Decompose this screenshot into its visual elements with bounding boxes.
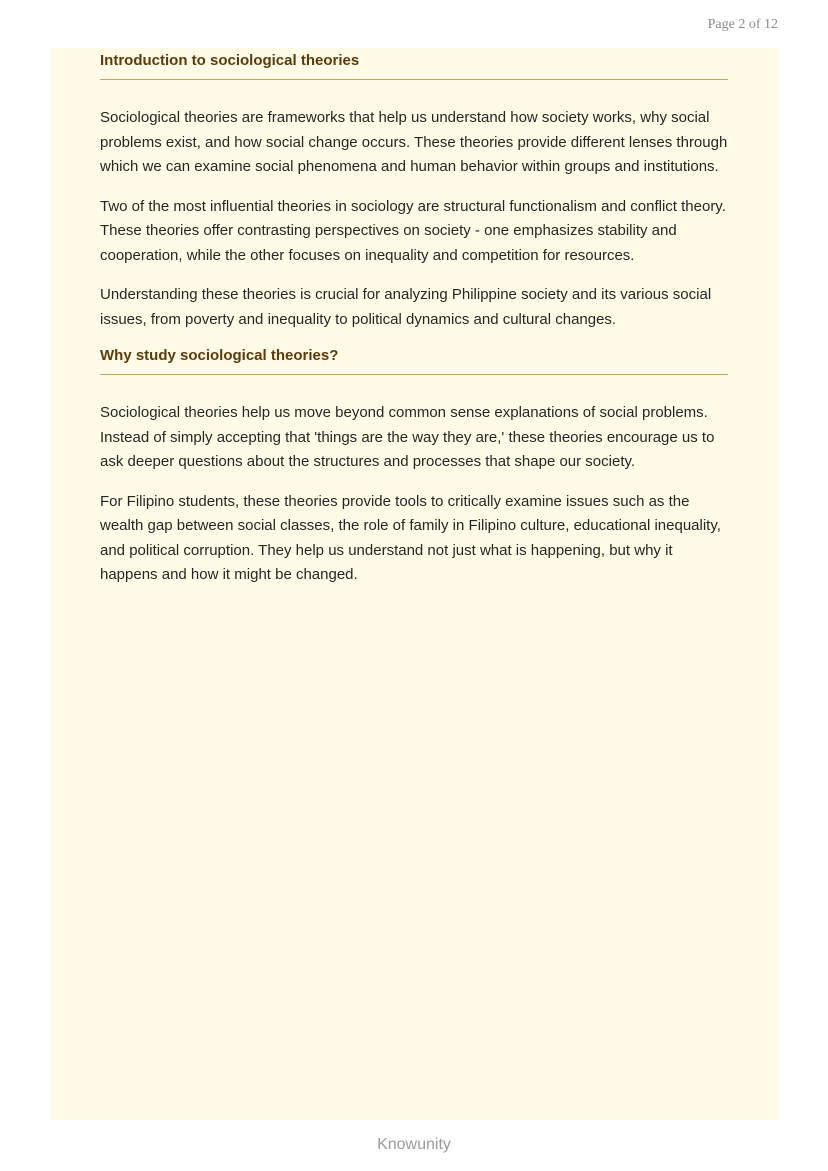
paragraph: Two of the most influential theories in sociology are structural functionalism and conflict theory. These theories offer contrasting perspectives on society - one emphasizes stability and cooperation, while the other focuses on inequality and competition for resources. [100, 197, 726, 264]
paragraph: Sociological theories are frameworks that help us understand how society works, why social problems exist, and how social change occurs. These theories provide different lenses through which we can examine social phenomena and human behavior within groups and institutions. [100, 109, 728, 175]
section-body [100, 80, 728, 332]
section-why-study [100, 347, 728, 588]
paragraph: Sociological theories help us move beyond common sense explanations of social problems. Instead of simply accepting that 'things are the way they are,' these theories encourage us to ask deeper questions about the structures and processes that shape our society. [100, 404, 715, 470]
section-body [100, 375, 728, 588]
paragraph: For Filipino students, these theories provide tools to critically examine issues such as the wealth gap between social classes, the role of family in Filipino culture, educational inequality, and political corruption. They help us understand not just what is happening, but why it happens and how it might be changed. [100, 492, 721, 583]
paragraph: Understanding these theories is crucial for analyzing Philippine society and its various social issues, from poverty and inequality to political dynamics and cultural changes. [100, 286, 712, 328]
section-introduction [100, 52, 728, 332]
footer-brand: Knowunity [377, 1136, 451, 1153]
document-page [50, 48, 778, 1120]
page-indicator: Page 2 of 12 [707, 17, 778, 32]
section-heading: Why study sociological theories? [100, 347, 728, 375]
section-heading: Introduction to sociological theories [100, 52, 728, 80]
